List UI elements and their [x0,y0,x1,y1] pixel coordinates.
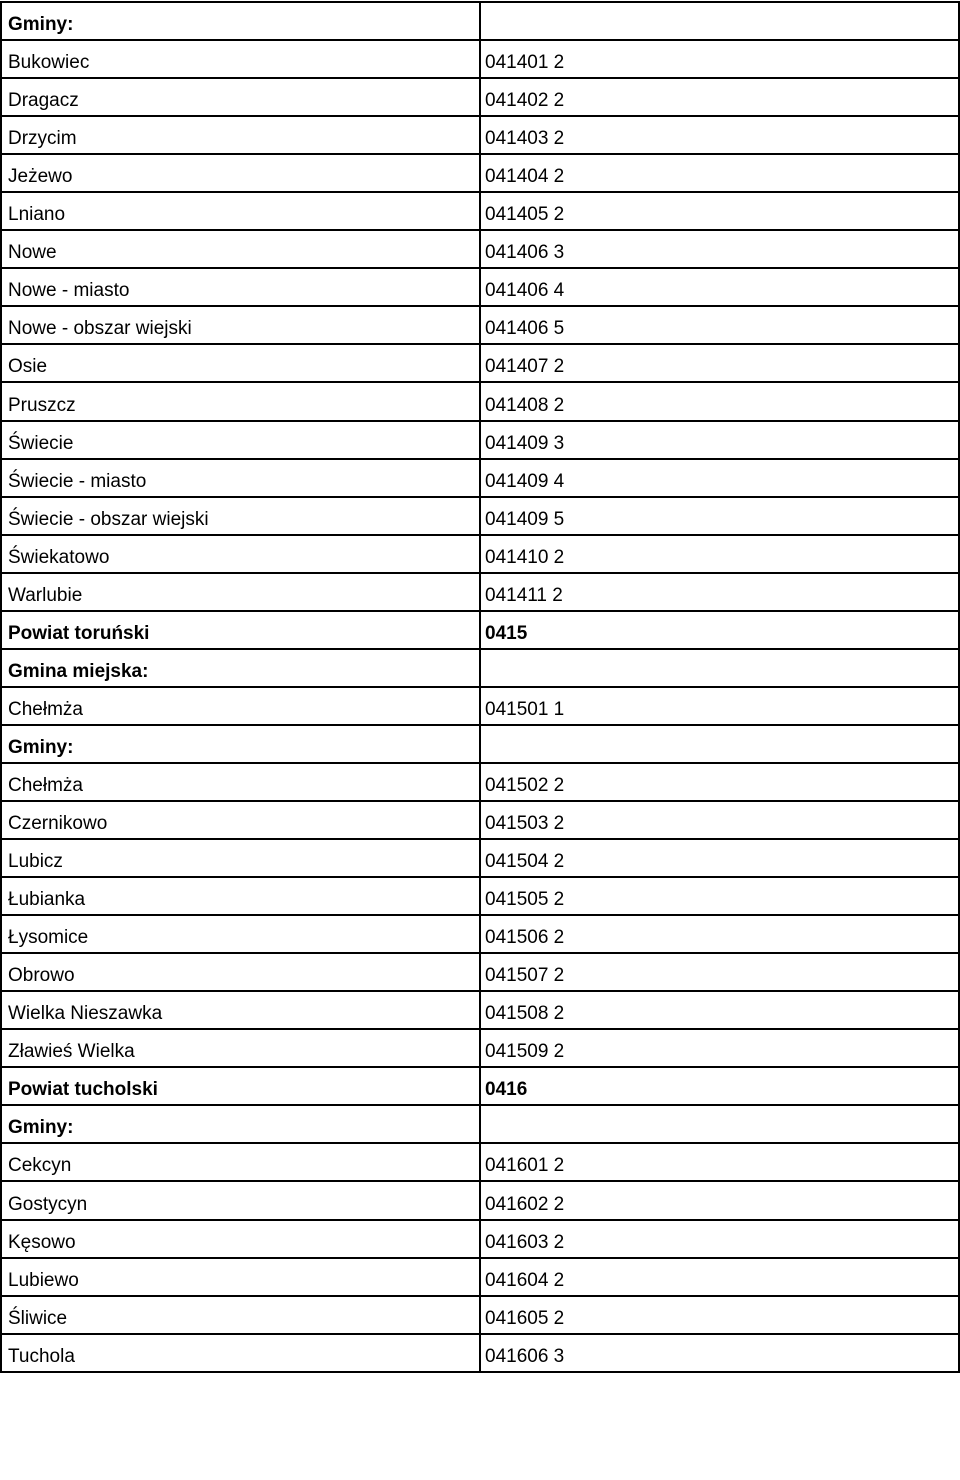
gmina-name: Jeżewo [1,154,480,192]
section-heading: Gminy: [1,725,480,763]
gmina-name: Dragacz [1,78,480,116]
teryt-code: 041406 3 [480,230,959,268]
table-row [1,535,959,573]
gmina-name: Świecie - miasto [1,459,480,497]
teryt-code: 041505 2 [480,877,959,915]
section-heading: Powiat tucholski [1,1067,480,1105]
gmina-name: Śliwice [1,1296,480,1334]
gmina-name: Lubiewo [1,1258,480,1296]
section-heading: Powiat toruński [1,611,480,649]
teryt-code: 041401 2 [480,40,959,78]
section-code [480,2,959,40]
table-row [1,953,959,991]
gmina-name: Nowe - obszar wiejski [1,306,480,344]
gmina-name: Świecie - obszar wiejski [1,497,480,535]
table-section-row [1,1067,959,1105]
teryt-code: 041509 2 [480,1029,959,1067]
table-row [1,154,959,192]
teryt-code: 041508 2 [480,991,959,1029]
teryt-code: 041410 2 [480,535,959,573]
teryt-code: 041409 4 [480,459,959,497]
teryt-code: 041403 2 [480,116,959,154]
table-row [1,78,959,116]
section-code: 0416 [480,1067,959,1105]
section-code [480,1105,959,1143]
table-row [1,40,959,78]
gmina-name: Wielka Nieszawka [1,991,480,1029]
table-row [1,1029,959,1067]
gmina-name: Obrowo [1,953,480,991]
teryt-code: 041409 5 [480,497,959,535]
teryt-code: 041507 2 [480,953,959,991]
section-code: 0415 [480,611,959,649]
teryt-code: 041605 2 [480,1296,959,1334]
table-row [1,344,959,382]
gmina-name: Zławieś Wielka [1,1029,480,1067]
teryt-code: 041604 2 [480,1258,959,1296]
table-row [1,497,959,535]
teryt-code: 041603 2 [480,1220,959,1258]
gmina-name: Łysomice [1,915,480,953]
gmina-name: Kęsowo [1,1220,480,1258]
table-row [1,1143,959,1181]
gmina-name: Chełmża [1,687,480,725]
table-row [1,915,959,953]
table-row [1,687,959,725]
table-row [1,839,959,877]
gmina-name: Tuchola [1,1334,480,1372]
gmina-name: Chełmża [1,763,480,801]
section-code [480,725,959,763]
teryt-code: 041408 2 [480,382,959,420]
gmina-name: Osie [1,344,480,382]
table-row [1,306,959,344]
teryt-code: 041405 2 [480,192,959,230]
table-row [1,382,959,420]
section-heading: Gmina miejska: [1,649,480,687]
teryt-code: 041406 5 [480,306,959,344]
gmina-name: Gostycyn [1,1181,480,1219]
table-section-row [1,611,959,649]
table-section-row [1,725,959,763]
table-row [1,1334,959,1372]
teryt-code: 041411 2 [480,573,959,611]
table-section-row [1,2,959,40]
table-row [1,192,959,230]
teryt-code: 041601 2 [480,1143,959,1181]
gmina-name: Nowe - miasto [1,268,480,306]
teryt-code: 041502 2 [480,763,959,801]
table-row [1,1296,959,1334]
table-section-row [1,1105,959,1143]
gminy-table [0,1,960,1373]
table-row [1,801,959,839]
teryt-code: 041606 3 [480,1334,959,1372]
teryt-code: 041504 2 [480,839,959,877]
table-row [1,421,959,459]
gmina-name: Drzycim [1,116,480,154]
teryt-code: 041506 2 [480,915,959,953]
gmina-name: Nowe [1,230,480,268]
gmina-name: Cekcyn [1,1143,480,1181]
teryt-code: 041407 2 [480,344,959,382]
table-row [1,459,959,497]
teryt-code: 041503 2 [480,801,959,839]
gmina-name: Czernikowo [1,801,480,839]
teryt-code: 041404 2 [480,154,959,192]
teryt-code: 041402 2 [480,78,959,116]
table-row [1,991,959,1029]
table-section-row [1,649,959,687]
table-row [1,763,959,801]
teryt-code: 041409 3 [480,421,959,459]
table-row [1,1220,959,1258]
teryt-code: 041602 2 [480,1181,959,1219]
gmina-name: Lubicz [1,839,480,877]
table-row [1,1181,959,1219]
table-row [1,268,959,306]
table-row [1,1258,959,1296]
gmina-name: Łubianka [1,877,480,915]
teryt-code: 041406 4 [480,268,959,306]
section-heading: Gminy: [1,2,480,40]
table-row [1,877,959,915]
gmina-name: Warlubie [1,573,480,611]
teryt-code: 041501 1 [480,687,959,725]
gmina-name: Lniano [1,192,480,230]
gmina-name: Świecie [1,421,480,459]
table-row [1,230,959,268]
table-body [1,2,959,1372]
gmina-name: Świekatowo [1,535,480,573]
gmina-name: Bukowiec [1,40,480,78]
section-heading: Gminy: [1,1105,480,1143]
gmina-name: Pruszcz [1,382,480,420]
table-row [1,116,959,154]
section-code [480,649,959,687]
table-row [1,573,959,611]
